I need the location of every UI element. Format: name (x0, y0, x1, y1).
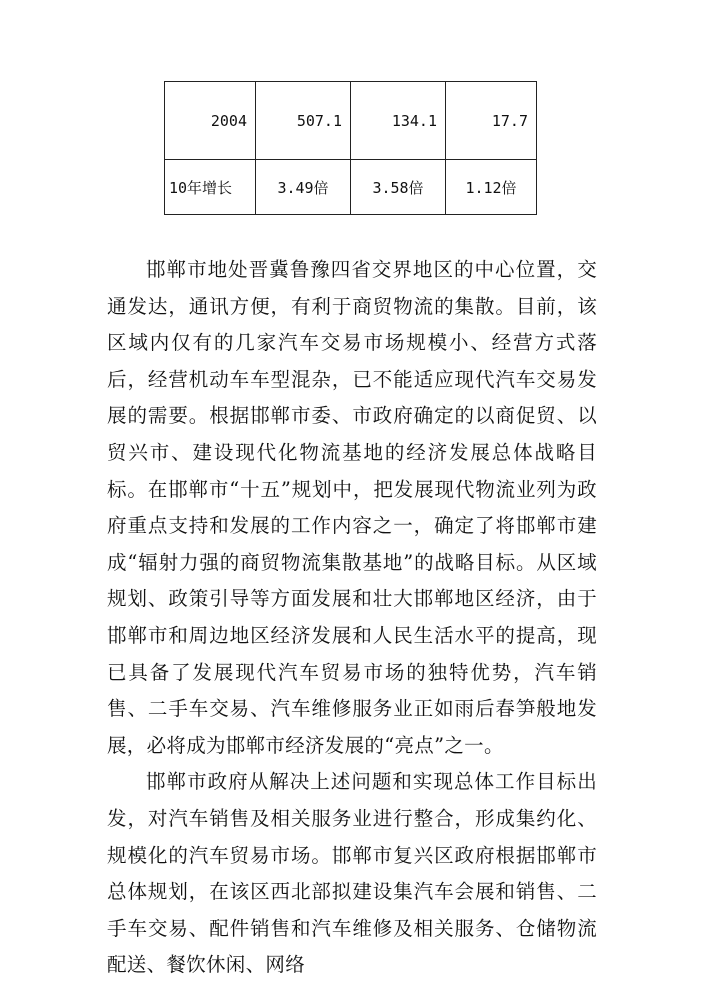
table-cell: 3.49倍 (256, 160, 351, 215)
paragraph: 邯郸市政府从解决上述问题和实现总体工作目标出发，对汽车销售及相关服务业进行整合，形成集约化、规模化的汽车贸易市场。邯郸市复兴区政府根据邯郸市总体规划，在该区西北部拟建设集汽车会展和销售、二手车交易、配件销售和汽车维修及相关服务、仓储物流配送、餐饮休闲、网络 (107, 770, 597, 977)
table-cell: 10年增长 (165, 160, 256, 215)
table-cell: 1.12倍 (446, 160, 537, 215)
table-cell: 3.58倍 (351, 160, 446, 215)
table-row (165, 82, 537, 160)
paragraph: 邯郸市地处晋冀鲁豫四省交界地区的中心位置，交通发达，通讯方便，有利于商贸物流的集散。目前，该区域内仅有的几家汽车交易市场规模小、经营方式落后，经营机动车车型混杂，已不能适应现代汽车交易发展的需要。根据邯郸市委、市政府确定的以商促贸、以贸兴市、建设现代化物流基地的经济发展总体战略目标。在邯郸市“十五”规划中，把发展现代物流业列为政府重点支持和发展的工作内容之一，确定了将邯郸市建成“辐射力强的商贸物流集散基地”的战略目标。从区域规划、政策引导等方面发展和壮大邯郸地区经济，由于邯郸市和周边地区经济发展和人民生活水平的提高，现已具备了发展现代汽车贸易市场的独特优势，汽车销售、二手车交易、汽车维修服务业正如雨后春笋般地发展，必将成为邯郸市经济发展的“亮点”之一。 (107, 258, 597, 757)
body-text (107, 252, 597, 984)
table-cell: 17.7 (446, 82, 537, 160)
table-cell: 507.1 (256, 82, 351, 160)
table-row (165, 160, 537, 215)
table-cell: 2004 (165, 82, 256, 160)
table-cell: 134.1 (351, 82, 446, 160)
growth-data-table (164, 81, 537, 215)
